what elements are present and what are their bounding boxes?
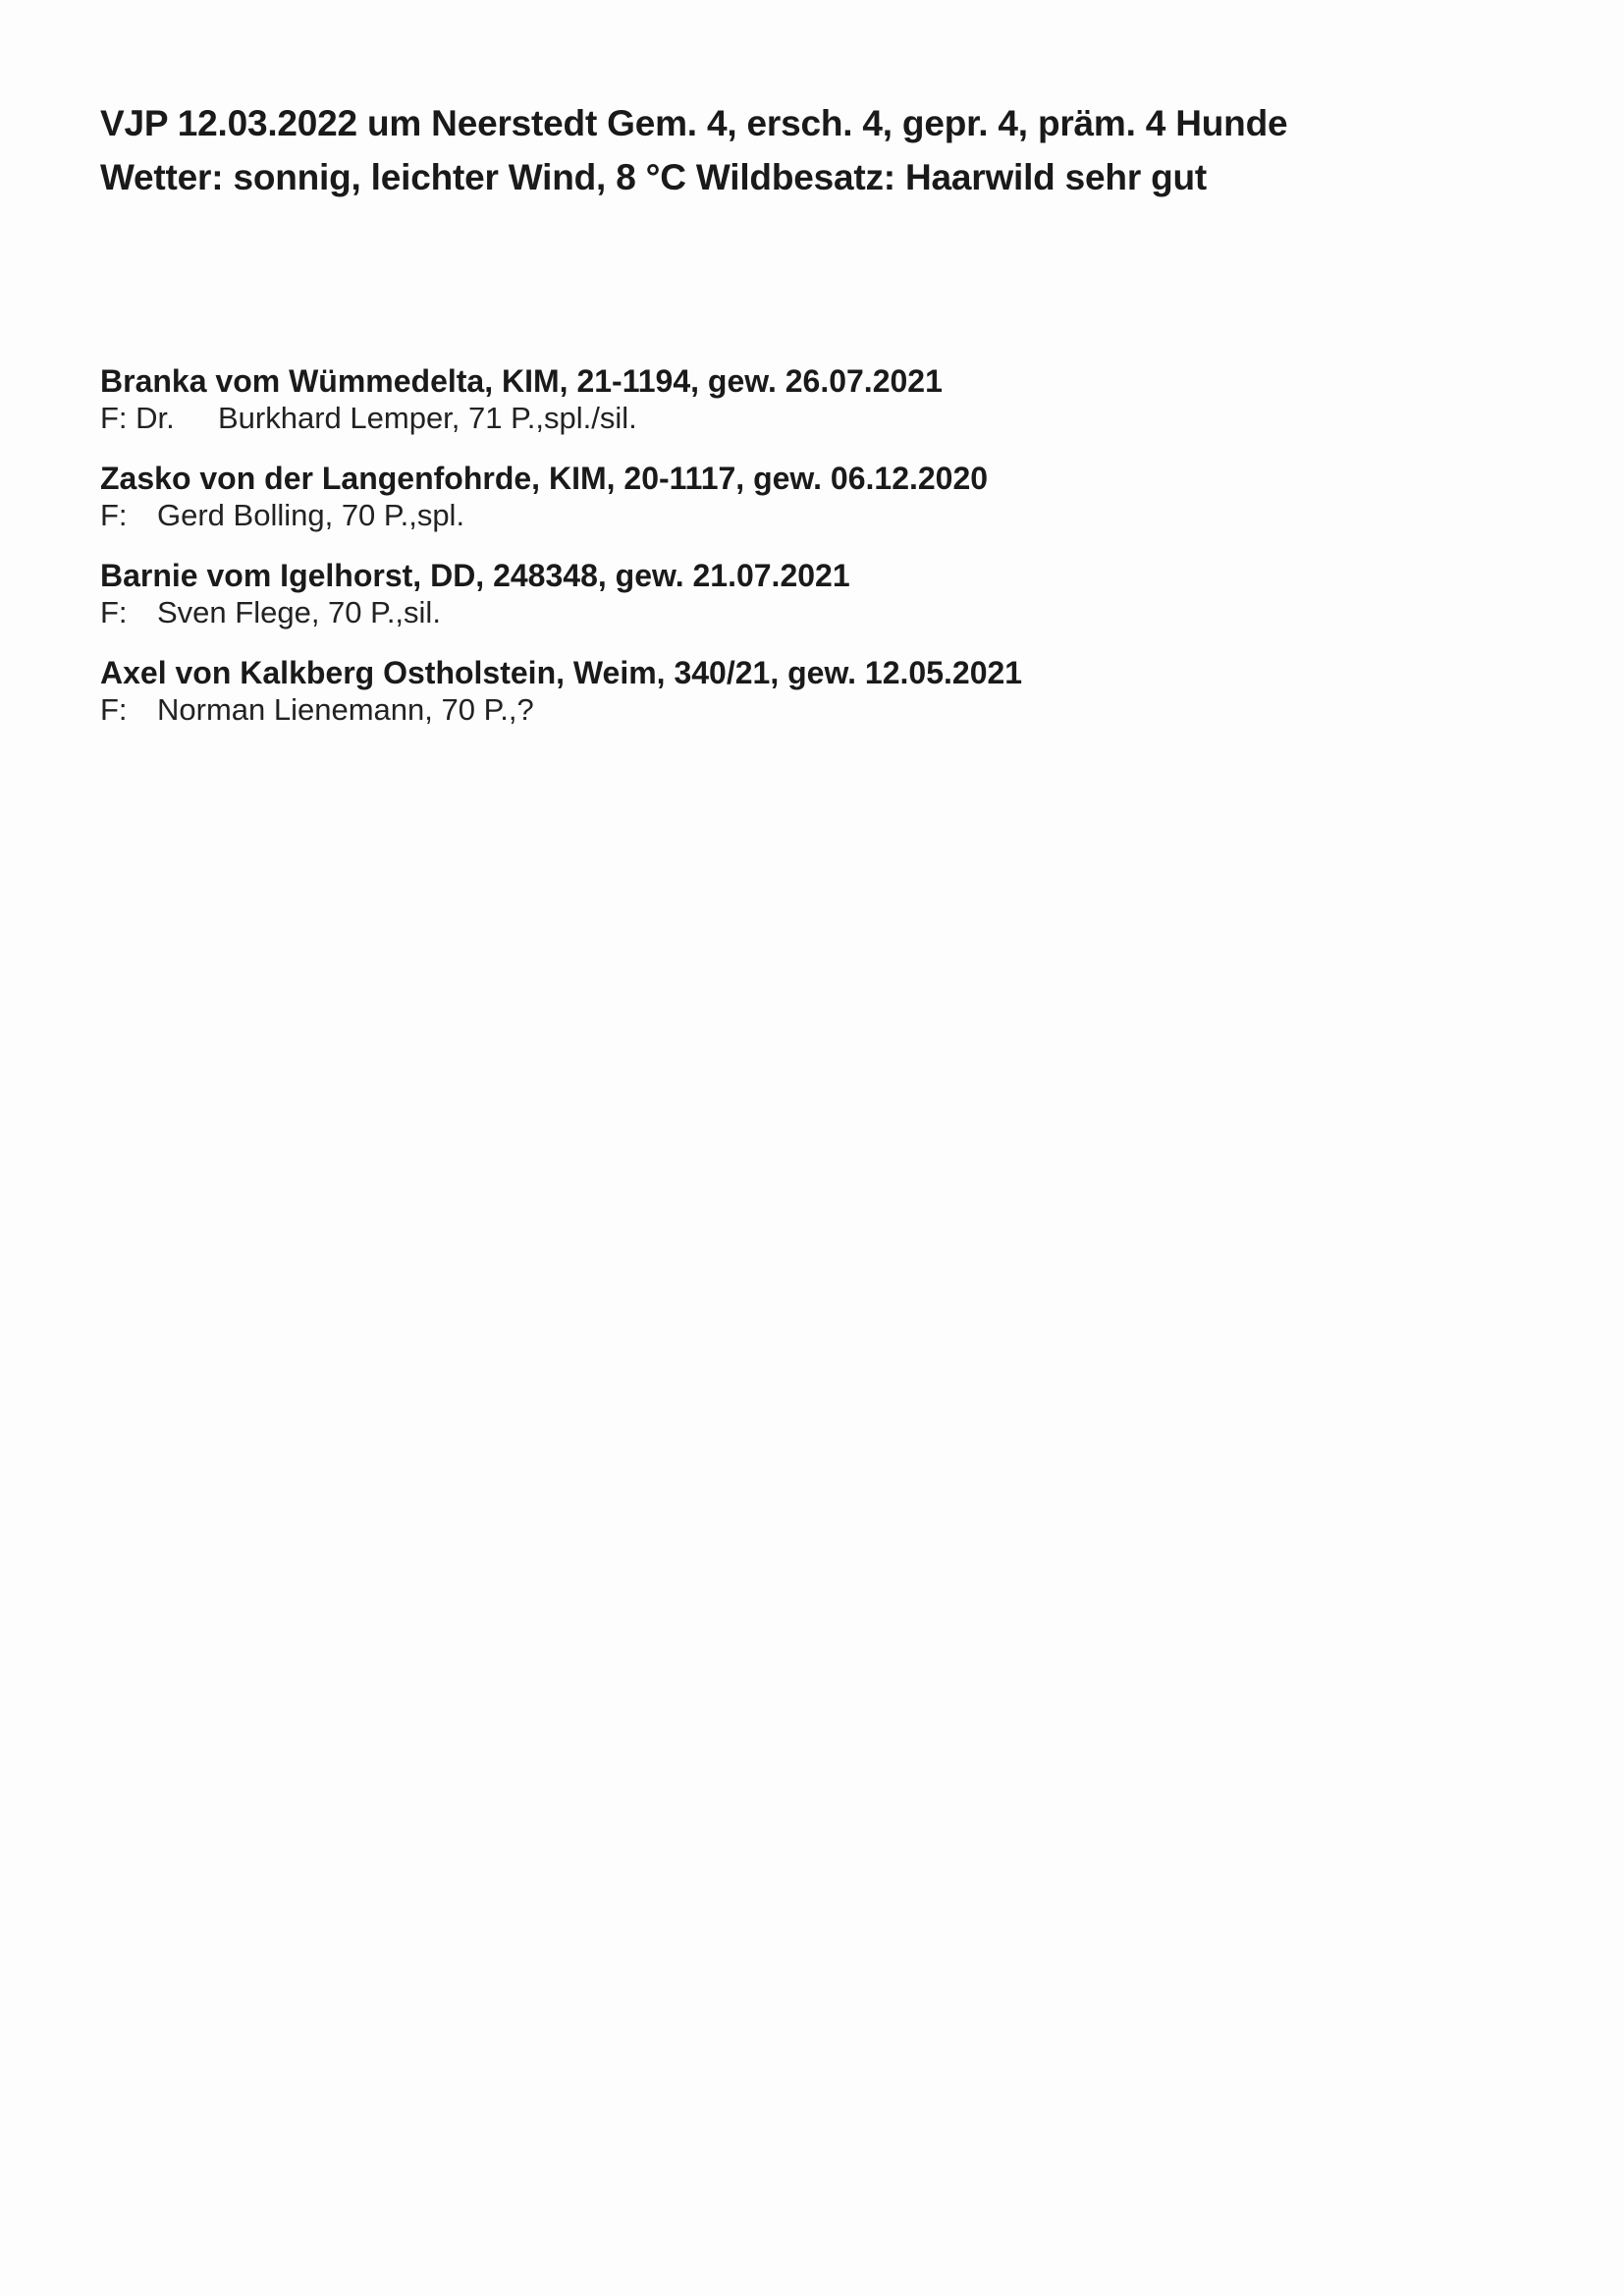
document-header bbox=[100, 96, 1534, 204]
dog-entry-title: Barnie vom Igelhorst, DD, 248348, gew. 21.07.2021 bbox=[100, 558, 850, 593]
dog-entry-owner bbox=[100, 496, 1534, 535]
dog-entry bbox=[100, 461, 1534, 535]
owner-prefix: F: bbox=[100, 692, 128, 727]
header-weather-line: Wetter: sonnig, leichter Wind, 8 °C Wildbesatz: Haarwild sehr gut bbox=[100, 157, 1208, 197]
owner-text: Gerd Bolling, 70 P.,spl. bbox=[157, 498, 465, 532]
owner-text: Sven Flege, 70 P.,sil. bbox=[157, 595, 441, 629]
owner-text: Burkhard Lemper, 71 P.,spl./sil. bbox=[218, 401, 637, 435]
dog-entries-list bbox=[100, 363, 1534, 752]
owner-prefix: F: bbox=[100, 595, 128, 629]
owner-prefix: F: bbox=[100, 498, 128, 532]
dog-entry-owner bbox=[100, 399, 1534, 438]
dog-entry bbox=[100, 655, 1534, 730]
dog-entry-title: Zasko von der Langenfohrde, KIM, 20-1117, gew. 06.12.2020 bbox=[100, 461, 989, 496]
dog-entry-owner bbox=[100, 593, 1534, 632]
owner-text: Norman Lienemann, 70 P.,? bbox=[157, 692, 534, 727]
dog-entry-title: Branka vom Wümmedelta, KIM, 21-1194, gew. 26.07.2021 bbox=[100, 363, 943, 399]
dog-entry-owner bbox=[100, 690, 1534, 730]
dog-entry-title: Axel von Kalkberg Ostholstein, Weim, 340/21, gew. 12.05.2021 bbox=[100, 655, 1023, 690]
dog-entry bbox=[100, 363, 1534, 438]
header-event-line: VJP 12.03.2022 um Neerstedt Gem. 4, ersch. 4, gepr. 4, präm. 4 Hunde bbox=[100, 103, 1288, 143]
owner-prefix: F: Dr. bbox=[100, 401, 175, 435]
dog-entry bbox=[100, 558, 1534, 632]
